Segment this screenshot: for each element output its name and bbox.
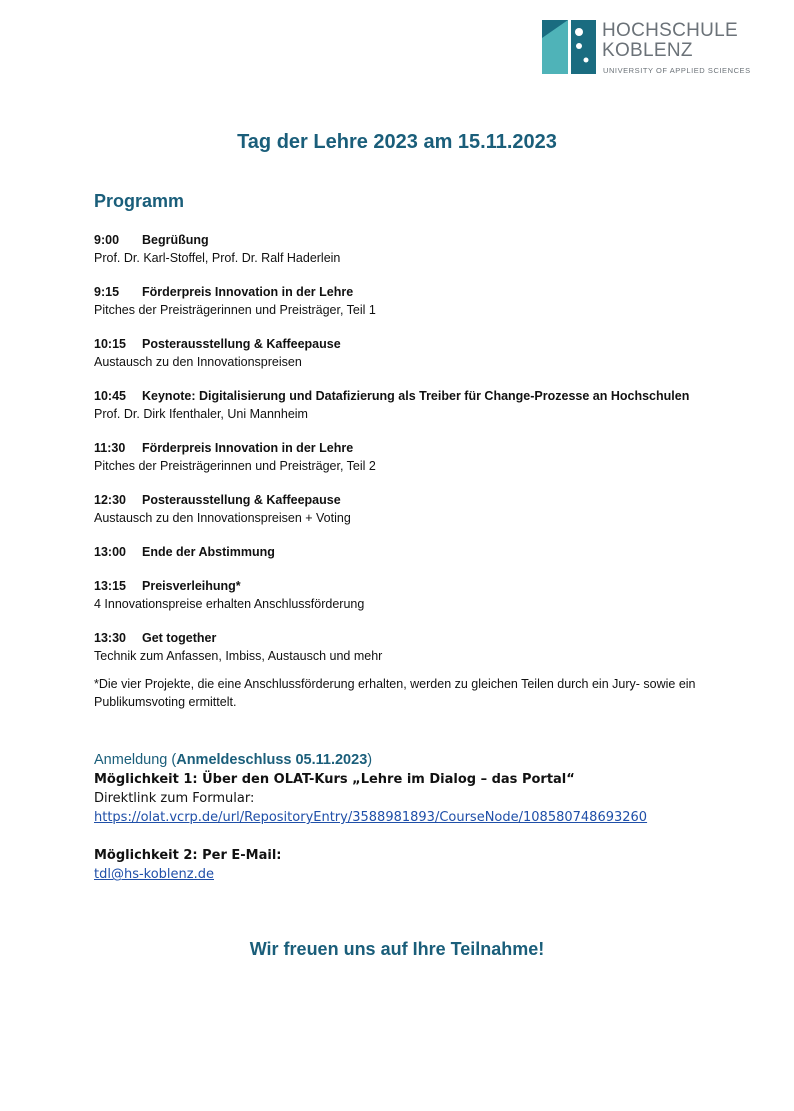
registration-option-1-hint: Direktlink zum Formular: <box>94 791 255 806</box>
agenda-time: 9:15 <box>94 285 120 299</box>
registration-section <box>94 750 734 884</box>
logo-line-3: UNIVERSITY OF APPLIED SCIENCES <box>603 66 751 75</box>
agenda-time: 13:15 <box>94 579 126 593</box>
agenda-item <box>94 491 734 543</box>
agenda-time: 13:00 <box>94 545 126 559</box>
agenda-time: 13:30 <box>94 631 126 645</box>
registration-title-suffix: ) <box>367 752 373 768</box>
registration-deadline: Anmeldeschluss 05.11.2023 <box>176 752 368 768</box>
agenda-title: Preisverleihung* <box>142 579 241 593</box>
registration-heading <box>94 750 734 770</box>
logo-mark-icon <box>542 20 596 74</box>
agenda-time: 10:15 <box>94 337 126 351</box>
email-link[interactable]: tdl@hs-koblenz.de <box>94 867 214 882</box>
agenda-title: Keynote: Digitalisierung und Datafizierung als Treiber für Change-Prozesse an Hochschulen <box>142 389 690 403</box>
agenda-item <box>94 283 734 335</box>
agenda-desc: Prof. Dr. Karl-Stoffel, Prof. Dr. Ralf Haderlein <box>94 251 341 265</box>
logo-line-2: KOBLENZ <box>602 40 693 61</box>
agenda-item <box>94 577 734 629</box>
agenda-title: Get together <box>142 631 217 645</box>
agenda-title: Förderpreis Innovation in der Lehre <box>142 285 354 299</box>
agenda-time: 12:30 <box>94 493 126 507</box>
agenda-title: Posterausstellung & Kaffeepause <box>142 337 341 351</box>
voting-note: *Die vier Projekte, die eine Anschlussförderung erhalten, werden zu gleichen Teilen durch ein Jury- sowie ein Publikumsvoting ermittelt. <box>94 677 696 709</box>
agenda-list <box>94 231 734 681</box>
agenda-title: Ende der Abstimmung <box>142 545 275 559</box>
logo-line-1: HOCHSCHULE <box>602 20 739 41</box>
agenda-item <box>94 387 734 439</box>
agenda-desc: Technik zum Anfassen, Imbiss, Austausch und mehr <box>94 649 383 663</box>
agenda-desc: Austausch zu den Innovationspreisen <box>94 355 302 369</box>
agenda-desc: Austausch zu den Innovationspreisen + Voting <box>94 511 351 525</box>
agenda-item <box>94 439 734 491</box>
hochschule-koblenz-logo <box>542 20 772 76</box>
agenda-desc: Prof. Dr. Dirk Ifenthaler, Uni Mannheim <box>94 407 308 421</box>
agenda-title: Begrüßung <box>142 233 209 247</box>
agenda-desc: 4 Innovationspreise erhalten Anschlussförderung <box>94 597 365 611</box>
agenda-time: 11:30 <box>94 441 126 455</box>
registration-title-prefix: Anmeldung ( <box>94 752 177 768</box>
page-title: Tag der Lehre 2023 am 15.11.2023 <box>237 131 557 153</box>
program-heading: Programm <box>94 191 185 211</box>
agenda-title: Förderpreis Innovation in der Lehre <box>142 441 354 455</box>
agenda-title: Posterausstellung & Kaffeepause <box>142 493 341 507</box>
agenda-item <box>94 629 734 681</box>
agenda-time: 9:00 <box>94 233 120 247</box>
agenda-desc: Pitches der Preisträgerinnen und Preisträger, Teil 1 <box>94 303 376 317</box>
closing-message: Wir freuen uns auf Ihre Teilnahme! <box>249 939 545 959</box>
olat-form-link[interactable]: https://olat.vcrp.de/url/RepositoryEntry/3588981893/CourseNode/108580748693260 <box>94 810 648 825</box>
registration-option-2: Möglichkeit 2: Per E-Mail: <box>94 848 282 863</box>
agenda-item <box>94 543 734 577</box>
agenda-desc: Pitches der Preisträgerinnen und Preisträger, Teil 2 <box>94 459 376 473</box>
agenda-item <box>94 231 734 283</box>
registration-option-1: Möglichkeit 1: Über den OLAT-Kurs „Lehre im Dialog – das Portal“ <box>94 772 575 787</box>
agenda-item <box>94 335 734 387</box>
agenda-time: 10:45 <box>94 389 126 403</box>
